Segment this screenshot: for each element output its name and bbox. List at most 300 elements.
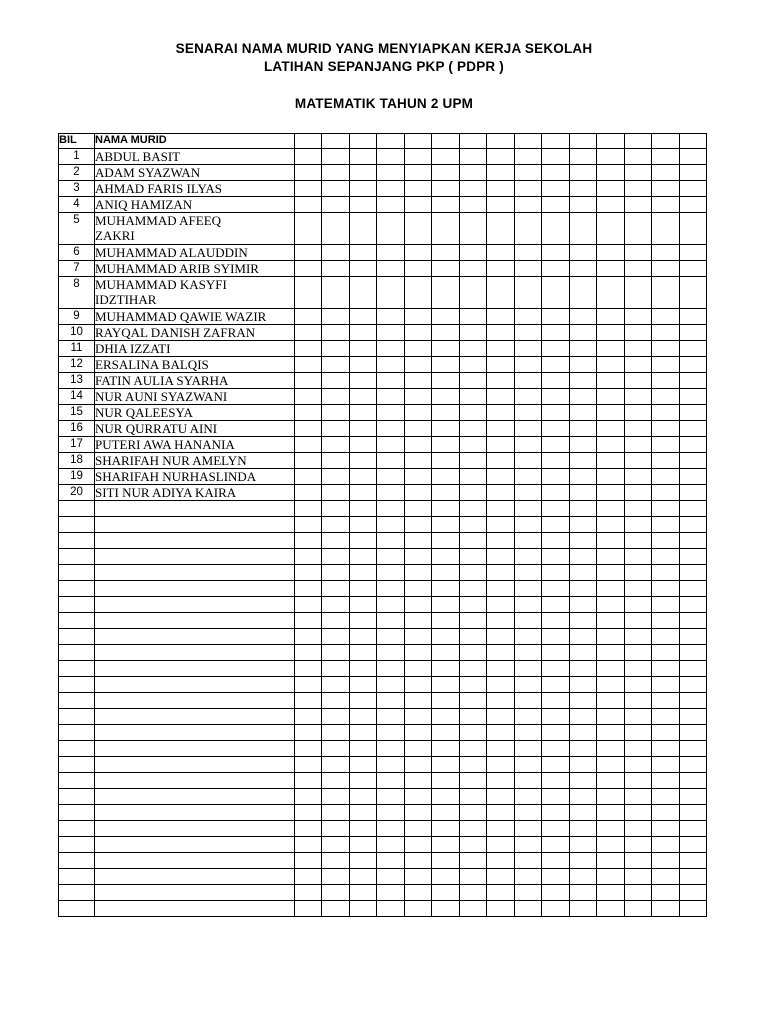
empty-name-cell — [95, 773, 295, 789]
check-cell — [322, 309, 350, 325]
check-cell — [680, 613, 707, 629]
table-row — [59, 357, 707, 373]
check-cell — [295, 757, 322, 773]
check-cell — [322, 357, 350, 373]
check-cell — [652, 613, 680, 629]
student-name: MUHAMMAD QAWIE WAZIR — [95, 309, 295, 325]
check-cell — [295, 869, 322, 885]
check-cell — [652, 549, 680, 565]
check-cell — [570, 725, 597, 741]
student-number: 8 — [59, 277, 95, 309]
check-cell — [377, 325, 405, 341]
check-cell — [350, 501, 377, 517]
check-cell — [652, 725, 680, 741]
check-cell — [515, 341, 542, 357]
check-cell — [460, 197, 487, 213]
check-cell — [625, 485, 652, 501]
table-body — [59, 149, 707, 917]
empty-name-cell — [95, 821, 295, 837]
check-cell — [377, 629, 405, 645]
empty-number-cell — [59, 725, 95, 741]
check-cell — [515, 885, 542, 901]
check-cell — [515, 741, 542, 757]
check-cell — [625, 805, 652, 821]
check-cell — [432, 309, 460, 325]
student-name: MUHAMMAD AFEEQ ZAKRI — [95, 213, 295, 245]
check-cell — [597, 677, 625, 693]
check-cell — [432, 725, 460, 741]
check-cell — [597, 149, 625, 165]
check-cell — [350, 709, 377, 725]
check-cell — [460, 437, 487, 453]
check-cell — [625, 693, 652, 709]
check-cell — [377, 901, 405, 917]
check-cell — [570, 661, 597, 677]
check-cell — [405, 885, 432, 901]
check-cell — [322, 213, 350, 245]
check-cell — [295, 261, 322, 277]
check-cell — [460, 341, 487, 357]
check-cell — [652, 165, 680, 181]
empty-number-cell — [59, 789, 95, 805]
student-number: 1 — [59, 149, 95, 165]
check-cell — [350, 885, 377, 901]
check-cell — [350, 149, 377, 165]
check-cell — [432, 901, 460, 917]
check-cell — [570, 469, 597, 485]
check-cell — [625, 437, 652, 453]
check-cell — [652, 437, 680, 453]
check-cell — [432, 885, 460, 901]
check-cell — [377, 853, 405, 869]
check-cell — [432, 453, 460, 469]
check-cell — [460, 469, 487, 485]
check-cell — [295, 389, 322, 405]
student-name: NUR QALEESYA — [95, 405, 295, 421]
check-cell — [652, 741, 680, 757]
check-cell — [570, 389, 597, 405]
check-cell — [377, 453, 405, 469]
check-cell — [625, 853, 652, 869]
check-cell — [295, 181, 322, 197]
check-cell — [322, 405, 350, 421]
check-cell — [515, 357, 542, 373]
check-cell — [652, 469, 680, 485]
check-cell — [460, 885, 487, 901]
check-cell — [515, 325, 542, 341]
check-cell — [652, 533, 680, 549]
check-cell — [597, 533, 625, 549]
check-cell — [322, 485, 350, 501]
check-cell — [405, 197, 432, 213]
check-cell — [295, 709, 322, 725]
check-cell — [515, 677, 542, 693]
check-cell — [570, 213, 597, 245]
check-cell — [515, 869, 542, 885]
check-cell — [542, 181, 570, 197]
empty-name-cell — [95, 645, 295, 661]
check-cell — [487, 533, 515, 549]
check-cell — [322, 565, 350, 581]
check-cell — [487, 389, 515, 405]
student-number: 12 — [59, 357, 95, 373]
check-cell — [460, 181, 487, 197]
empty-number-cell — [59, 501, 95, 517]
check-cell — [570, 629, 597, 645]
check-cell — [350, 789, 377, 805]
check-cell — [542, 261, 570, 277]
check-cell — [625, 773, 652, 789]
check-cell — [432, 597, 460, 613]
check-cell — [625, 277, 652, 309]
check-cell — [460, 357, 487, 373]
check-cell — [542, 677, 570, 693]
check-cell — [487, 341, 515, 357]
check-cell — [377, 469, 405, 485]
check-cell — [652, 757, 680, 773]
check-cell — [597, 869, 625, 885]
empty-table-row — [59, 885, 707, 901]
check-cell — [680, 357, 707, 373]
check-cell — [652, 245, 680, 261]
check-cell — [487, 597, 515, 613]
check-cell — [515, 549, 542, 565]
check-cell — [487, 677, 515, 693]
check-cell — [377, 645, 405, 661]
check-cell — [405, 869, 432, 885]
check-cell — [460, 325, 487, 341]
check-cell — [487, 421, 515, 437]
check-cell — [542, 661, 570, 677]
check-cell — [432, 709, 460, 725]
check-cell — [597, 389, 625, 405]
check-cell — [542, 581, 570, 597]
check-cell — [322, 453, 350, 469]
empty-name-cell — [95, 869, 295, 885]
check-cell — [295, 645, 322, 661]
check-cell — [377, 805, 405, 821]
check-cell — [405, 709, 432, 725]
check-cell — [377, 197, 405, 213]
check-cell — [570, 501, 597, 517]
check-cell — [652, 213, 680, 245]
check-cell — [405, 565, 432, 581]
check-cell — [597, 597, 625, 613]
check-cell — [570, 149, 597, 165]
check-column-header — [405, 134, 432, 149]
check-cell — [487, 789, 515, 805]
check-cell — [680, 261, 707, 277]
check-cell — [515, 901, 542, 917]
check-cell — [295, 741, 322, 757]
check-cell — [460, 661, 487, 677]
check-cell — [487, 837, 515, 853]
check-cell — [515, 437, 542, 453]
empty-name-cell — [95, 853, 295, 869]
check-cell — [460, 709, 487, 725]
check-cell — [322, 549, 350, 565]
check-cell — [322, 901, 350, 917]
check-cell — [597, 261, 625, 277]
check-cell — [680, 245, 707, 261]
check-cell — [405, 789, 432, 805]
check-cell — [295, 469, 322, 485]
check-cell — [652, 885, 680, 901]
check-cell — [597, 821, 625, 837]
empty-table-row — [59, 517, 707, 533]
check-cell — [542, 773, 570, 789]
check-cell — [460, 165, 487, 181]
check-cell — [487, 485, 515, 501]
check-cell — [432, 357, 460, 373]
check-cell — [542, 837, 570, 853]
empty-name-cell — [95, 661, 295, 677]
column-header-bil: BIL — [59, 134, 95, 149]
empty-table-row — [59, 501, 707, 517]
empty-name-cell — [95, 533, 295, 549]
check-cell — [295, 565, 322, 581]
check-cell — [570, 597, 597, 613]
check-cell — [625, 869, 652, 885]
check-cell — [542, 213, 570, 245]
empty-number-cell — [59, 709, 95, 725]
check-cell — [460, 533, 487, 549]
check-cell — [350, 869, 377, 885]
check-cell — [487, 405, 515, 421]
check-cell — [570, 565, 597, 581]
check-cell — [515, 693, 542, 709]
check-cell — [625, 837, 652, 853]
check-cell — [295, 405, 322, 421]
check-cell — [432, 165, 460, 181]
check-cell — [405, 629, 432, 645]
check-column-header — [570, 134, 597, 149]
empty-name-cell — [95, 709, 295, 725]
check-cell — [625, 565, 652, 581]
empty-name-cell — [95, 597, 295, 613]
check-cell — [515, 181, 542, 197]
check-cell — [652, 261, 680, 277]
empty-name-cell — [95, 725, 295, 741]
check-cell — [432, 421, 460, 437]
check-cell — [515, 853, 542, 869]
empty-number-cell — [59, 597, 95, 613]
check-cell — [625, 757, 652, 773]
check-cell — [680, 277, 707, 309]
check-cell — [542, 789, 570, 805]
check-cell — [570, 901, 597, 917]
check-cell — [350, 165, 377, 181]
empty-name-cell — [95, 901, 295, 917]
check-cell — [322, 181, 350, 197]
check-cell — [460, 453, 487, 469]
student-number: 6 — [59, 245, 95, 261]
empty-table-row — [59, 597, 707, 613]
student-number: 9 — [59, 309, 95, 325]
check-cell — [460, 277, 487, 309]
table-row — [59, 309, 707, 325]
check-cell — [322, 469, 350, 485]
check-cell — [487, 773, 515, 789]
student-name: DHIA IZZATI — [95, 341, 295, 357]
check-cell — [405, 325, 432, 341]
empty-name-cell — [95, 501, 295, 517]
check-cell — [377, 517, 405, 533]
check-cell — [625, 405, 652, 421]
check-cell — [295, 821, 322, 837]
check-cell — [295, 901, 322, 917]
check-cell — [377, 437, 405, 453]
check-cell — [487, 149, 515, 165]
check-cell — [652, 645, 680, 661]
check-cell — [597, 629, 625, 645]
check-cell — [680, 597, 707, 613]
check-cell — [350, 261, 377, 277]
check-cell — [295, 629, 322, 645]
check-cell — [652, 325, 680, 341]
check-cell — [350, 373, 377, 389]
check-cell — [570, 405, 597, 421]
check-cell — [542, 389, 570, 405]
check-cell — [570, 581, 597, 597]
check-cell — [322, 677, 350, 693]
student-name: SHARIFAH NURHASLINDA — [95, 469, 295, 485]
check-cell — [432, 677, 460, 693]
check-cell — [322, 325, 350, 341]
check-cell — [652, 357, 680, 373]
check-cell — [322, 693, 350, 709]
empty-number-cell — [59, 821, 95, 837]
check-cell — [322, 597, 350, 613]
check-cell — [295, 501, 322, 517]
check-cell — [405, 149, 432, 165]
check-cell — [652, 277, 680, 309]
check-cell — [542, 629, 570, 645]
check-column-header — [542, 134, 570, 149]
check-cell — [405, 485, 432, 501]
check-cell — [597, 581, 625, 597]
check-cell — [570, 533, 597, 549]
check-cell — [350, 725, 377, 741]
check-cell — [295, 357, 322, 373]
check-cell — [460, 821, 487, 837]
check-cell — [542, 197, 570, 213]
check-cell — [680, 389, 707, 405]
check-cell — [295, 437, 322, 453]
check-cell — [322, 741, 350, 757]
check-cell — [460, 869, 487, 885]
check-cell — [542, 565, 570, 581]
check-cell — [625, 549, 652, 565]
check-cell — [432, 853, 460, 869]
table-row — [59, 261, 707, 277]
check-cell — [377, 565, 405, 581]
check-cell — [597, 357, 625, 373]
empty-table-row — [59, 709, 707, 725]
check-column-header — [680, 134, 707, 149]
check-column-header — [652, 134, 680, 149]
check-cell — [350, 853, 377, 869]
check-cell — [350, 549, 377, 565]
check-cell — [542, 485, 570, 501]
check-cell — [652, 373, 680, 389]
check-cell — [405, 741, 432, 757]
check-cell — [460, 805, 487, 821]
check-cell — [460, 549, 487, 565]
table-row — [59, 469, 707, 485]
check-cell — [295, 325, 322, 341]
empty-name-cell — [95, 757, 295, 773]
check-cell — [460, 581, 487, 597]
student-name: MUHAMMAD ARIB SYIMIR — [95, 261, 295, 277]
check-cell — [487, 277, 515, 309]
check-cell — [570, 837, 597, 853]
check-cell — [625, 309, 652, 325]
check-cell — [597, 741, 625, 757]
check-cell — [432, 245, 460, 261]
check-cell — [295, 805, 322, 821]
student-number: 18 — [59, 453, 95, 469]
empty-number-cell — [59, 837, 95, 853]
check-cell — [295, 549, 322, 565]
check-cell — [570, 693, 597, 709]
check-cell — [487, 181, 515, 197]
check-cell — [625, 469, 652, 485]
empty-number-cell — [59, 869, 95, 885]
check-cell — [542, 613, 570, 629]
check-cell — [515, 645, 542, 661]
empty-name-cell — [95, 805, 295, 821]
check-cell — [405, 533, 432, 549]
check-cell — [652, 517, 680, 533]
check-column-header — [487, 134, 515, 149]
check-cell — [432, 261, 460, 277]
check-cell — [680, 789, 707, 805]
check-cell — [487, 869, 515, 885]
check-cell — [377, 181, 405, 197]
check-cell — [405, 757, 432, 773]
check-cell — [487, 709, 515, 725]
check-column-header — [350, 134, 377, 149]
check-cell — [405, 517, 432, 533]
check-cell — [487, 469, 515, 485]
empty-name-cell — [95, 789, 295, 805]
check-cell — [570, 773, 597, 789]
student-number: 11 — [59, 341, 95, 357]
check-cell — [542, 517, 570, 533]
check-cell — [542, 709, 570, 725]
check-cell — [405, 373, 432, 389]
table-row — [59, 325, 707, 341]
check-cell — [625, 421, 652, 437]
check-cell — [460, 261, 487, 277]
student-number: 3 — [59, 181, 95, 197]
check-cell — [570, 197, 597, 213]
check-cell — [570, 341, 597, 357]
check-cell — [680, 373, 707, 389]
check-cell — [652, 853, 680, 869]
check-cell — [295, 693, 322, 709]
check-cell — [295, 853, 322, 869]
check-cell — [680, 485, 707, 501]
check-cell — [542, 325, 570, 341]
check-column-header — [432, 134, 460, 149]
check-cell — [652, 181, 680, 197]
check-cell — [597, 853, 625, 869]
student-name: MUHAMMAD KASYFI IDZTIHAR — [95, 277, 295, 309]
check-cell — [515, 533, 542, 549]
check-cell — [542, 693, 570, 709]
